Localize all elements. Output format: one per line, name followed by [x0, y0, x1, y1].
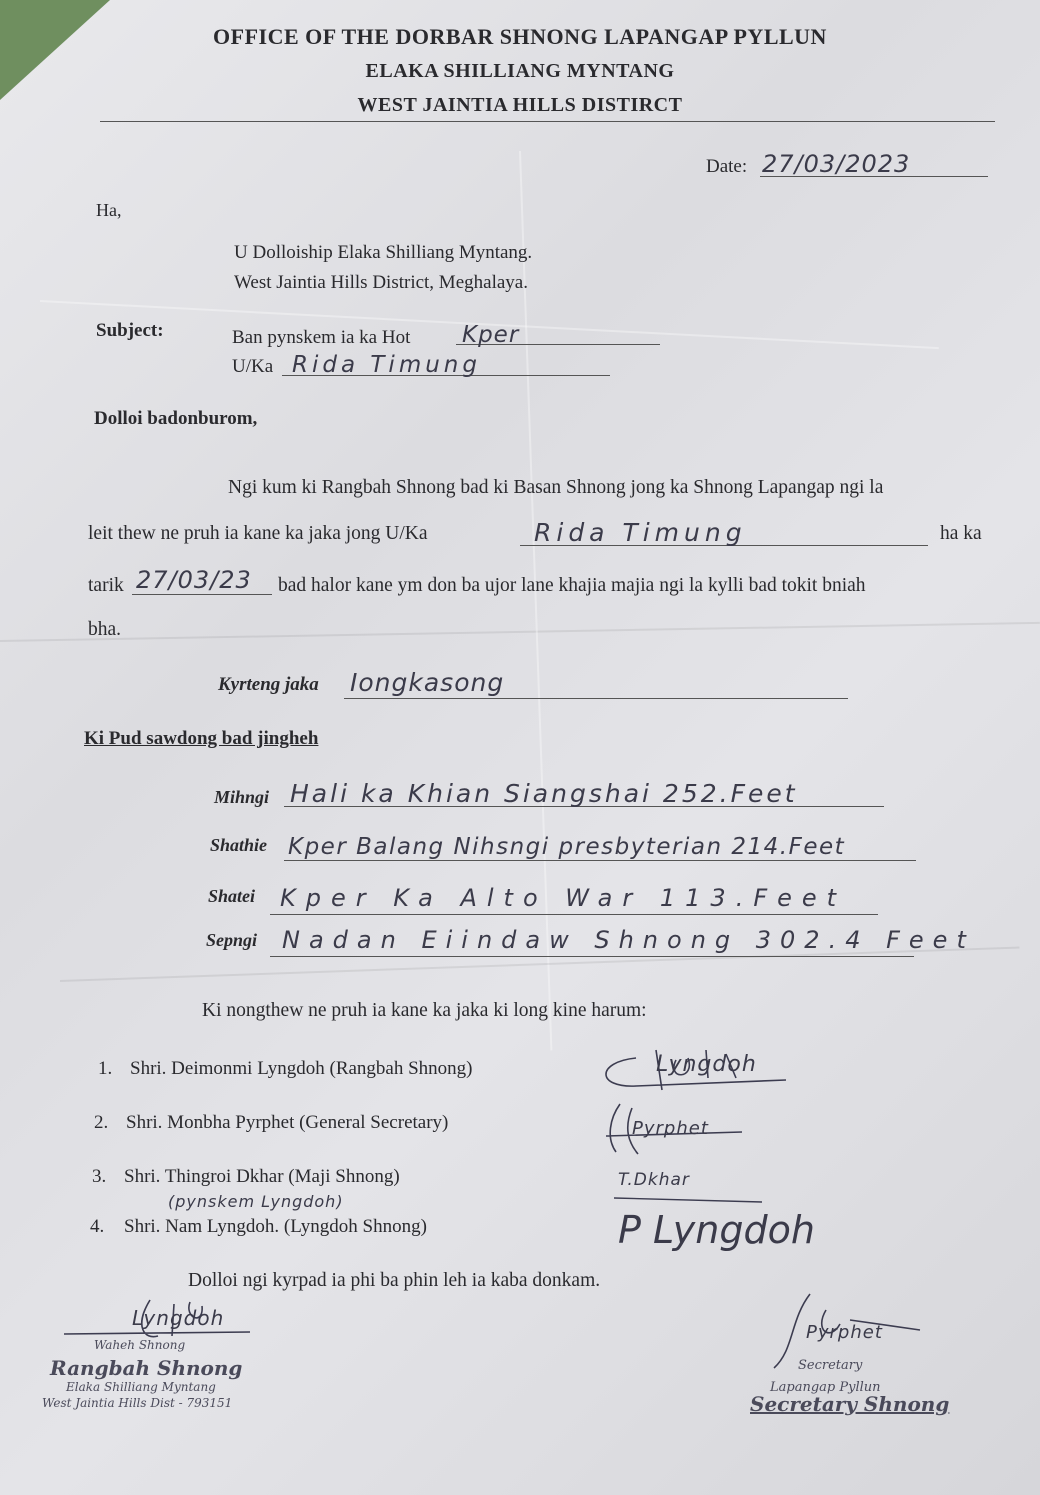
header-office: OFFICE OF THE DORBAR SHNONG LAPANGAP PYLLUN: [213, 24, 827, 49]
body-line2-a: leit thew ne pruh ia kane ka jaka jong U/Ka: [88, 523, 428, 544]
boundary-south-label: Shatei: [208, 886, 256, 906]
witness-2-signature-text: Pyrphet: [632, 1118, 709, 1139]
stamp-left-line1: Waheh Shnong: [94, 1338, 186, 1352]
boundary-east-label: Mihngi: [214, 787, 270, 807]
salutation-to: Ha,: [96, 200, 122, 220]
location-value: Iongkasong: [350, 668, 505, 697]
witness-3-signature-text: T.Dkhar: [618, 1170, 690, 1190]
witness-1-signature-text: Lyngdoh: [656, 1052, 757, 1077]
subject-hot-value: Kper: [462, 322, 520, 348]
boundaries-heading: Ki Pud sawdong bad jingheh: [84, 728, 319, 749]
date-label: Date:: [706, 156, 748, 177]
body-line4: bha.: [88, 619, 122, 640]
header-rule: [100, 121, 995, 122]
location-label: Kyrteng jaka: [218, 674, 319, 695]
boundary-west-underline: [270, 956, 914, 957]
body-line3-b: bad halor kane ym don ba ujor lane khajia majia ngi la kylli bad tokit bniah: [278, 575, 866, 596]
paper-crease: [0, 622, 1040, 642]
witness-1-name: Shri. Deimonmi Lyngdoh (Rangbah Shnong): [130, 1058, 473, 1079]
addressee-line2: West Jaintia Hills District, Meghalaya.: [234, 272, 528, 293]
secretary-signature-text: Pyrphet: [806, 1322, 883, 1343]
boundary-north-label: Shathie: [210, 835, 268, 855]
boundary-north-value: Kper Balang Nihsngi presbyterian 214.Feet: [288, 834, 846, 860]
subject-label: Subject:: [96, 320, 164, 341]
stamp-left-line4: West Jaintia Hills Dist - 793151: [42, 1396, 233, 1410]
witness-4-name: Shri. Nam Lyngdoh. (Lyngdoh Shnong): [124, 1216, 427, 1237]
closing-line: Dolloi ngi kyrpad ia phi ba phin leh ia kaba donkam.: [188, 1270, 601, 1291]
boundary-south-underline: [270, 914, 878, 915]
body-date-underline: [132, 594, 272, 595]
subject-text: Ban pynskem ia ka Hot: [232, 327, 411, 348]
boundary-west-value: Nadan Eiindaw Shnong 302.4 Feet: [282, 926, 975, 954]
witness-4-correction: (pynskem Lyngdoh): [168, 1192, 344, 1211]
location-underline: [344, 698, 848, 699]
body-line1: Ngi kum ki Rangbah Shnong bad ki Basan Shnong jong ka Shnong Lapangap ngi la: [228, 477, 884, 498]
boundary-east-value: Hali ka Khian Siangshai 252.Feet: [290, 779, 798, 808]
header-district: WEST JAINTIA HILLS DISTIRCT: [357, 94, 683, 116]
background-corner: [0, 0, 110, 100]
witness-4-signature-text: P Lyngdoh: [618, 1208, 815, 1252]
body-date-value: 27/03/23: [136, 566, 252, 594]
stamp-left-line3: Elaka Shilliang Myntang: [66, 1380, 216, 1394]
subject-uka-label: U/Ka: [232, 356, 274, 377]
witness-3-number: 3.: [92, 1166, 107, 1187]
witness-1-number: 1.: [98, 1058, 113, 1079]
stamp-left-title: Rangbah Shnong: [50, 1356, 243, 1380]
body-name-value: Rida Timung: [534, 518, 747, 547]
boundary-north-underline: [284, 860, 916, 861]
subject-uka-value: Rida Timung: [292, 352, 481, 378]
boundary-west-label: Sepngi: [206, 930, 258, 950]
rangbah-signature-text: Lyngdoh: [132, 1306, 225, 1330]
greeting: Dolloi badonburom,: [94, 408, 258, 429]
witness-4-number: 4.: [90, 1216, 105, 1237]
date-value: 27/03/2023: [762, 150, 911, 178]
addressee-line1: U Dolloiship Elaka Shilliang Myntang.: [234, 242, 533, 263]
witness-intro: Ki nongthew ne pruh ia kane ka jaka ki long kine harum:: [202, 1000, 647, 1021]
stamp-right-line2: Lapangap Pyllun: [770, 1380, 881, 1395]
body-line3-a: tarik: [88, 575, 124, 596]
body-line2-b: ha ka: [940, 523, 982, 544]
witness-2-number: 2.: [94, 1112, 109, 1133]
stamp-right-line1: Secretary: [798, 1358, 863, 1373]
boundary-south-value: Kper Ka Alto War 113.Feet: [280, 884, 847, 912]
header-elaka: ELAKA SHILLIANG MYNTANG: [365, 60, 675, 82]
witness-3-name: Shri. Thingroi Dkhar (Maji Shnong): [124, 1166, 400, 1187]
witness-2-name: Shri. Monbha Pyrphet (General Secretary): [126, 1112, 449, 1133]
stamp-right-title: Secretary Shnong: [750, 1392, 950, 1416]
